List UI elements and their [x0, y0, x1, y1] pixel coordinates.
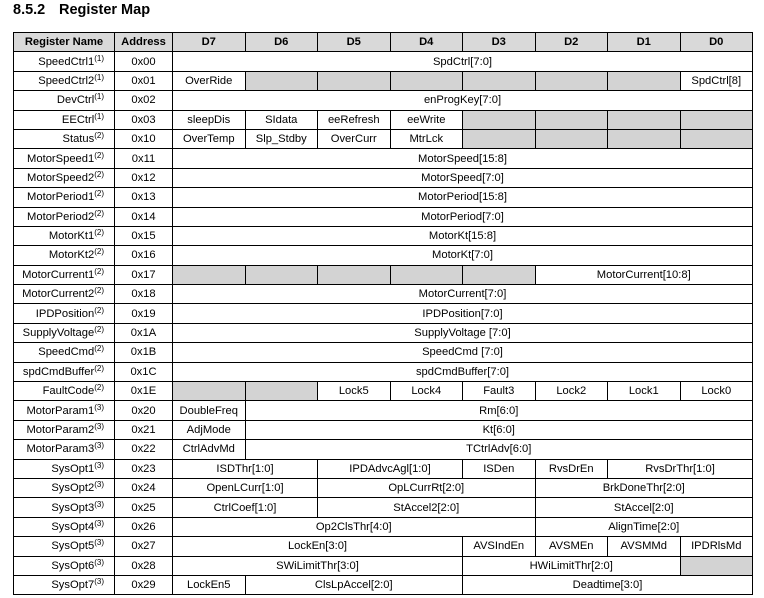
table-row [14, 343, 753, 362]
reserved-bit-cell [390, 265, 463, 284]
bit-field-cell: StAccel2[2:0] [318, 498, 536, 517]
register-address: 0x19 [115, 304, 173, 323]
bit-field-cell: AVSMMd [608, 537, 681, 556]
register-name-text: spdCmdBuffer [22, 365, 95, 378]
footnote-ref: (2) [94, 383, 104, 393]
bit-field-cell: Slp_Stdby [245, 129, 318, 148]
bit-field-cell: SpeedCmd [7:0] [173, 343, 753, 362]
table-row [14, 440, 753, 459]
register-name-text: SysOpt6 [51, 559, 95, 572]
reserved-bit-cell [608, 110, 681, 129]
bit-field-cell: Rm[6:0] [245, 401, 753, 420]
footnote-ref: (3) [94, 460, 104, 470]
bit-field-cell: Lock0 [680, 382, 753, 401]
register-address: 0x29 [115, 575, 173, 594]
register-name [14, 188, 115, 207]
bit-field-cell: CtrlAdvMd [173, 440, 246, 459]
register-name-text: MotorParam2 [26, 424, 95, 436]
table-row [14, 226, 753, 245]
register-name [14, 478, 115, 497]
register-address: 0x03 [115, 110, 173, 129]
register-address: 0x24 [115, 478, 173, 497]
table-row [14, 71, 753, 90]
bit-field-cell: MotorKt[15:8] [173, 226, 753, 245]
register-name [14, 440, 115, 459]
register-name-text: FaultCode [42, 385, 95, 398]
column-header: Address [115, 33, 173, 52]
table-row [14, 246, 753, 265]
bit-field-cell: OpLCurrRt[2:0] [318, 478, 536, 497]
bit-field-cell: sleepDis [173, 110, 246, 129]
reserved-bit-cell [463, 265, 536, 284]
section-title: Register Map [59, 2, 151, 18]
bit-field-cell: MotorKt[7:0] [173, 246, 753, 265]
register-name-text: MotorParam1 [26, 404, 95, 417]
bit-field-cell: OverRide [173, 71, 246, 90]
reserved-bit-cell [173, 382, 246, 401]
footnote-ref: (2) [94, 247, 104, 257]
bit-field-cell: Lock1 [608, 382, 681, 401]
register-name-text: SysOpt1 [51, 462, 95, 475]
footnote-ref: (1) [94, 111, 104, 121]
footnote-ref: (3) [94, 402, 104, 412]
register-name [14, 323, 115, 342]
column-header: D4 [390, 33, 463, 52]
register-name [14, 91, 115, 110]
reserved-bit-cell [535, 71, 608, 90]
register-address: 0x20 [115, 401, 173, 420]
register-name [14, 459, 115, 478]
register-name-text: MotorSpeed1 [27, 152, 95, 165]
column-header: D6 [245, 33, 318, 52]
register-name-text: MotorPeriod1 [27, 191, 95, 204]
register-name-text: MotorCurrent1 [22, 268, 95, 281]
table-row [14, 265, 753, 284]
table-row [14, 459, 753, 478]
bit-field-cell: enProgKey[7:0] [173, 91, 753, 110]
bit-field-cell: MotorSpeed[7:0] [173, 168, 753, 187]
register-name [14, 149, 115, 168]
bit-field-cell: MotorCurrent[7:0] [173, 285, 753, 304]
register-name-text: Status [62, 133, 95, 146]
footnote-ref: (2) [94, 344, 104, 354]
register-address: 0x10 [115, 129, 173, 148]
register-address: 0x1B [115, 343, 173, 362]
footnote-ref: (1) [94, 92, 104, 102]
bit-field-cell: Fault3 [463, 382, 536, 401]
register-name [14, 207, 115, 226]
register-name-text: SysOpt3 [51, 501, 95, 514]
register-name [14, 168, 115, 187]
register-name-text: MotorParam3 [26, 443, 95, 456]
register-address: 0x17 [115, 265, 173, 284]
register-name-text: SpeedCtrl2 [38, 74, 95, 87]
register-name [14, 265, 115, 284]
register-address: 0x00 [115, 52, 173, 71]
table-row [14, 285, 753, 304]
table-row [14, 537, 753, 556]
bit-field-cell: ClsLpAccel[2:0] [245, 575, 463, 594]
register-address: 0x22 [115, 440, 173, 459]
bit-field-cell: Kt[6:0] [245, 420, 753, 439]
register-name-text: SysOpt2 [51, 482, 95, 495]
bit-field-cell: MotorPeriod[7:0] [173, 207, 753, 226]
table-row [14, 304, 753, 323]
register-name-text: SysOpt7 [51, 579, 95, 592]
register-name-text: EECtrl [61, 113, 95, 126]
footnote-ref: (3) [94, 441, 104, 451]
footnote-ref: (2) [94, 305, 104, 315]
bit-field-cell: MotorSpeed[15:8] [173, 149, 753, 168]
register-address: 0x15 [115, 226, 173, 245]
register-name [14, 285, 115, 304]
table-row [14, 188, 753, 207]
footnote-ref: (3) [94, 422, 104, 431]
column-header: D0 [680, 33, 753, 52]
register-name [14, 556, 115, 575]
table-row [14, 362, 753, 381]
bit-field-cell: RvsDrEn [535, 459, 608, 478]
reserved-bit-cell [463, 129, 536, 148]
footnote-ref: (2) [94, 208, 104, 218]
register-address: 0x14 [115, 207, 173, 226]
bit-field-cell: eeWrite [390, 110, 463, 129]
register-address: 0x18 [115, 285, 173, 304]
table-row [14, 498, 753, 517]
footnote-ref: (3) [94, 518, 104, 528]
bit-field-cell: AVSIndEn [463, 537, 536, 556]
register-name-text: SpeedCtrl1 [38, 55, 95, 68]
footnote-ref: (3) [94, 557, 104, 567]
register-name-text: MotorPeriod2 [27, 210, 95, 223]
reserved-bit-cell [463, 71, 536, 90]
footnote-ref: (1) [94, 72, 104, 82]
register-name-text: SpeedCmd [38, 346, 95, 359]
register-address: 0x02 [115, 91, 173, 110]
register-name [14, 304, 115, 323]
register-name [14, 401, 115, 420]
footnote-ref: (1) [94, 53, 104, 63]
bit-field-cell: AlignTime[2:0] [535, 517, 753, 536]
register-name [14, 52, 115, 71]
footnote-ref: (3) [94, 499, 104, 509]
bit-field-cell: AdjMode [173, 420, 246, 439]
bit-field-cell: ISDen [463, 459, 536, 478]
table-row [14, 110, 753, 129]
bit-field-cell: DoubleFreq [173, 401, 246, 420]
register-rows [14, 52, 753, 595]
bit-field-cell: Lock2 [535, 382, 608, 401]
bit-field-cell: MotorPeriod[15:8] [173, 188, 753, 207]
register-address: 0x28 [115, 556, 173, 575]
bit-field-cell: eeRefresh [318, 110, 391, 129]
table-row [14, 91, 753, 110]
bit-field-cell: TCtrlAdv[6:0] [245, 440, 753, 459]
table-row [14, 382, 753, 401]
register-address: 0x21 [115, 420, 173, 439]
column-header: D2 [535, 33, 608, 52]
footnote-ref: (2) [94, 363, 104, 373]
reserved-bit-cell [680, 110, 753, 129]
reserved-bit-cell [535, 129, 608, 148]
column-header: D1 [608, 33, 681, 52]
register-address: 0x16 [115, 246, 173, 265]
bit-field-cell: IPDAdvcAgl[1:0] [318, 459, 463, 478]
register-name-text: MotorSpeed2 [27, 171, 95, 184]
register-name [14, 343, 115, 362]
footnote-ref: (3) [94, 577, 104, 587]
register-name [14, 129, 115, 148]
bit-field-cell: SIdata [245, 110, 318, 129]
reserved-bit-cell [245, 71, 318, 90]
table-row [14, 149, 753, 168]
bit-field-cell: spdCmdBuffer[7:0] [173, 362, 753, 381]
footnote-ref: (2) [94, 189, 104, 199]
reserved-bit-cell [318, 71, 391, 90]
footnote-ref: (2) [94, 169, 104, 179]
register-address: 0x01 [115, 71, 173, 90]
register-address: 0x1C [115, 362, 173, 381]
bit-field-cell: SpdCtrl[8] [680, 71, 753, 90]
reserved-bit-cell [608, 129, 681, 148]
register-name-text: DevCtrl [56, 94, 95, 107]
register-name [14, 362, 115, 381]
column-header: D3 [463, 33, 536, 52]
table-header-row [14, 33, 753, 52]
table-row [14, 168, 753, 187]
reserved-bit-cell [680, 556, 753, 575]
register-address: 0x27 [115, 537, 173, 556]
reserved-bit-cell [173, 265, 246, 284]
register-name-text: MotorKt2 [48, 249, 95, 262]
reserved-bit-cell [463, 110, 536, 129]
bit-field-cell: Lock4 [390, 382, 463, 401]
register-name-text: SupplyVoltage [22, 327, 95, 340]
register-name-text: MotorCurrent2 [22, 288, 95, 301]
bit-field-cell: BrkDoneThr[2:0] [535, 478, 753, 497]
table-row [14, 401, 753, 420]
footnote-ref: (2) [94, 131, 104, 141]
register-name-text: IPDPosition [35, 307, 95, 320]
bit-field-cell: LockEn[3:0] [173, 537, 463, 556]
register-address: 0x1A [115, 323, 173, 342]
register-address: 0x1E [115, 382, 173, 401]
bit-field-cell: Deadtime[3:0] [463, 575, 753, 594]
register-address: 0x13 [115, 188, 173, 207]
column-header: D7 [173, 33, 246, 52]
register-name [14, 420, 115, 439]
footnote-ref: (2) [94, 266, 104, 276]
section-heading [13, 2, 150, 18]
bit-field-cell: Lock5 [318, 382, 391, 401]
bit-field-cell: CtrlCoef[1:0] [173, 498, 318, 517]
bit-field-cell: MtrLck [390, 129, 463, 148]
register-name-text: MotorKt1 [48, 230, 95, 243]
reserved-bit-cell [318, 265, 391, 284]
table-row [14, 207, 753, 226]
bit-field-cell: LockEn5 [173, 575, 246, 594]
bit-field-cell: OverTemp [173, 129, 246, 148]
register-address: 0x23 [115, 459, 173, 478]
table-row [14, 478, 753, 497]
register-name [14, 537, 115, 556]
bit-field-cell: AVSMEn [535, 537, 608, 556]
register-address: 0x26 [115, 517, 173, 536]
footnote-ref: (2) [94, 150, 104, 160]
table-row [14, 323, 753, 342]
bit-field-cell: IPDRlsMd [680, 537, 753, 556]
register-name [14, 71, 115, 90]
bit-field-cell: RvsDrThr[1:0] [608, 459, 753, 478]
table-row [14, 420, 753, 439]
column-header: D5 [318, 33, 391, 52]
table-row [14, 517, 753, 536]
register-name [14, 382, 115, 401]
reserved-bit-cell [608, 71, 681, 90]
bit-field-cell: HWiLimitThr[2:0] [463, 556, 681, 575]
register-address: 0x12 [115, 168, 173, 187]
column-header: Register Name [14, 33, 115, 52]
reserved-bit-cell [680, 129, 753, 148]
register-map-table [13, 32, 753, 595]
table-row [14, 52, 753, 71]
reserved-bit-cell [390, 71, 463, 90]
register-name [14, 498, 115, 517]
register-name [14, 246, 115, 265]
bit-field-cell: IPDPosition[7:0] [173, 304, 753, 323]
section-number: 8.5.2 [13, 2, 46, 18]
register-name [14, 226, 115, 245]
table-row [14, 129, 753, 148]
bit-field-cell: StAccel[2:0] [535, 498, 753, 517]
register-name [14, 110, 115, 129]
footnote-ref: (2) [94, 286, 104, 296]
footnote-ref: (2) [94, 325, 104, 335]
reserved-bit-cell [245, 382, 318, 401]
footnote-ref: (3) [94, 538, 104, 548]
register-name [14, 517, 115, 536]
bit-field-cell: MotorCurrent[10:8] [535, 265, 753, 284]
footnote-ref: (3) [94, 480, 104, 490]
bit-field-cell: SpdCtrl[7:0] [173, 52, 753, 71]
bit-field-cell: SupplyVoltage [7:0] [173, 323, 753, 342]
register-name [14, 575, 115, 594]
register-name-text: SysOpt5 [51, 540, 95, 553]
bit-field-cell: SWiLimitThr[3:0] [173, 556, 463, 575]
register-address: 0x25 [115, 498, 173, 517]
reserved-bit-cell [245, 265, 318, 284]
table-row [14, 556, 753, 575]
bit-field-cell: OpenLCurr[1:0] [173, 478, 318, 497]
reserved-bit-cell [535, 110, 608, 129]
bit-field-cell: ISDThr[1:0] [173, 459, 318, 478]
footnote-ref: (2) [94, 228, 104, 238]
bit-field-cell: Op2ClsThr[4:0] [173, 517, 536, 536]
register-name-text: SysOpt4 [51, 520, 95, 533]
register-address: 0x11 [115, 149, 173, 168]
table-row [14, 575, 753, 594]
bit-field-cell: OverCurr [318, 129, 391, 148]
